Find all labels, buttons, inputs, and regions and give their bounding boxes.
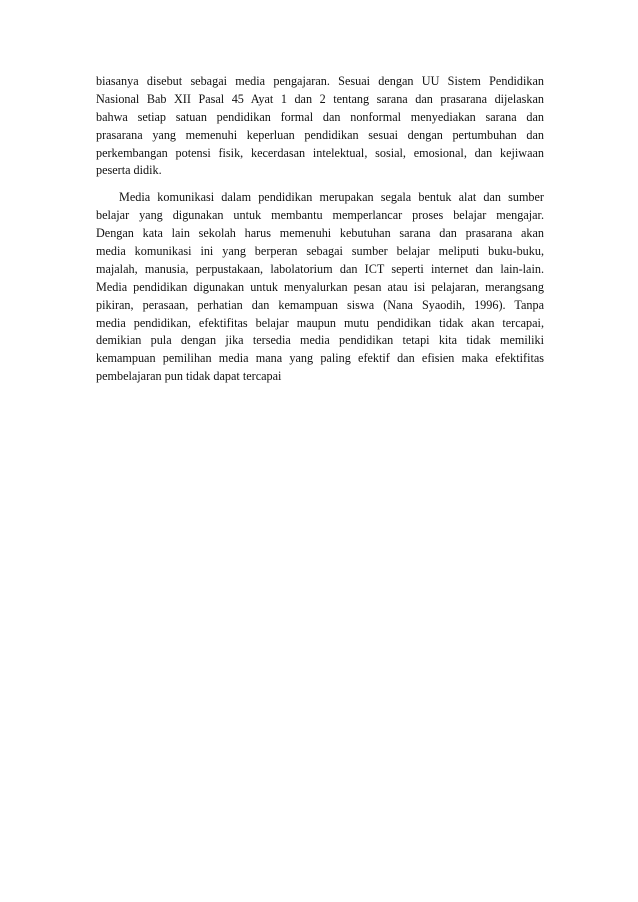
text-line: kemampuan pemilihan media mana yang paling efektif dan efisien maka efektifitas [96, 351, 544, 366]
text-line: Dengan kata lain sekolah harus memenuhi kebutuhan sarana dan prasarana akan [96, 226, 544, 241]
text-line: biasanya disebut sebagai media pengajaran. Sesuai dengan UU Sistem Pendidikan [96, 74, 544, 88]
text-line: bahwa setiap satuan pendidikan formal dan nonformal menyediakan sarana dan [96, 109, 544, 124]
text-line: Media komunikasi dalam pendidikan merupakan segala bentuk alat dan sumber [119, 190, 544, 205]
text-line: peserta didik. [96, 163, 162, 178]
text-line: Media pendidikan digunakan untuk menyalurkan pesan atau isi pelajaran, merangsang [96, 279, 544, 294]
paragraph-2 [96, 189, 544, 386]
paragraph-1 [96, 73, 544, 180]
text-line: Nasional Bab XII Pasal 45 Ayat 1 dan 2 tentang sarana dan prasarana dijelaskan [96, 91, 544, 106]
paragraph-spacer [96, 180, 544, 189]
text-line: pembelajaran pun tidak dapat tercapai [96, 369, 282, 384]
text-line: media pendidikan, efektifitas belajar maupun mutu pendidikan tidak akan tercapai, [96, 315, 544, 330]
text-line: media komunikasi ini yang berperan sebagai sumber belajar meliputi buku-buku, [96, 244, 544, 259]
text-line: majalah, manusia, perpustakaan, labolatorium dan ICT seperti internet dan lain-lain. [96, 261, 544, 276]
text-line: belajar yang digunakan untuk membantu memperlancar proses belajar mengajar. [96, 208, 544, 223]
text-line: pikiran, perasaan, perhatian dan kemampuan siswa (Nana Syaodih, 1996). Tanpa [96, 297, 544, 312]
text-line: prasarana yang memenuhi keperluan pendidikan sesuai dengan pertumbuhan dan [96, 127, 544, 142]
document-body [96, 73, 544, 386]
text-line: perkembangan potensi fisik, kecerdasan intelektual, sosial, emosional, dan kejiwaan [96, 145, 544, 160]
text-line: demikian pula dengan jika tersedia media pendidikan tetapi kita tidak memiliki [96, 333, 544, 348]
